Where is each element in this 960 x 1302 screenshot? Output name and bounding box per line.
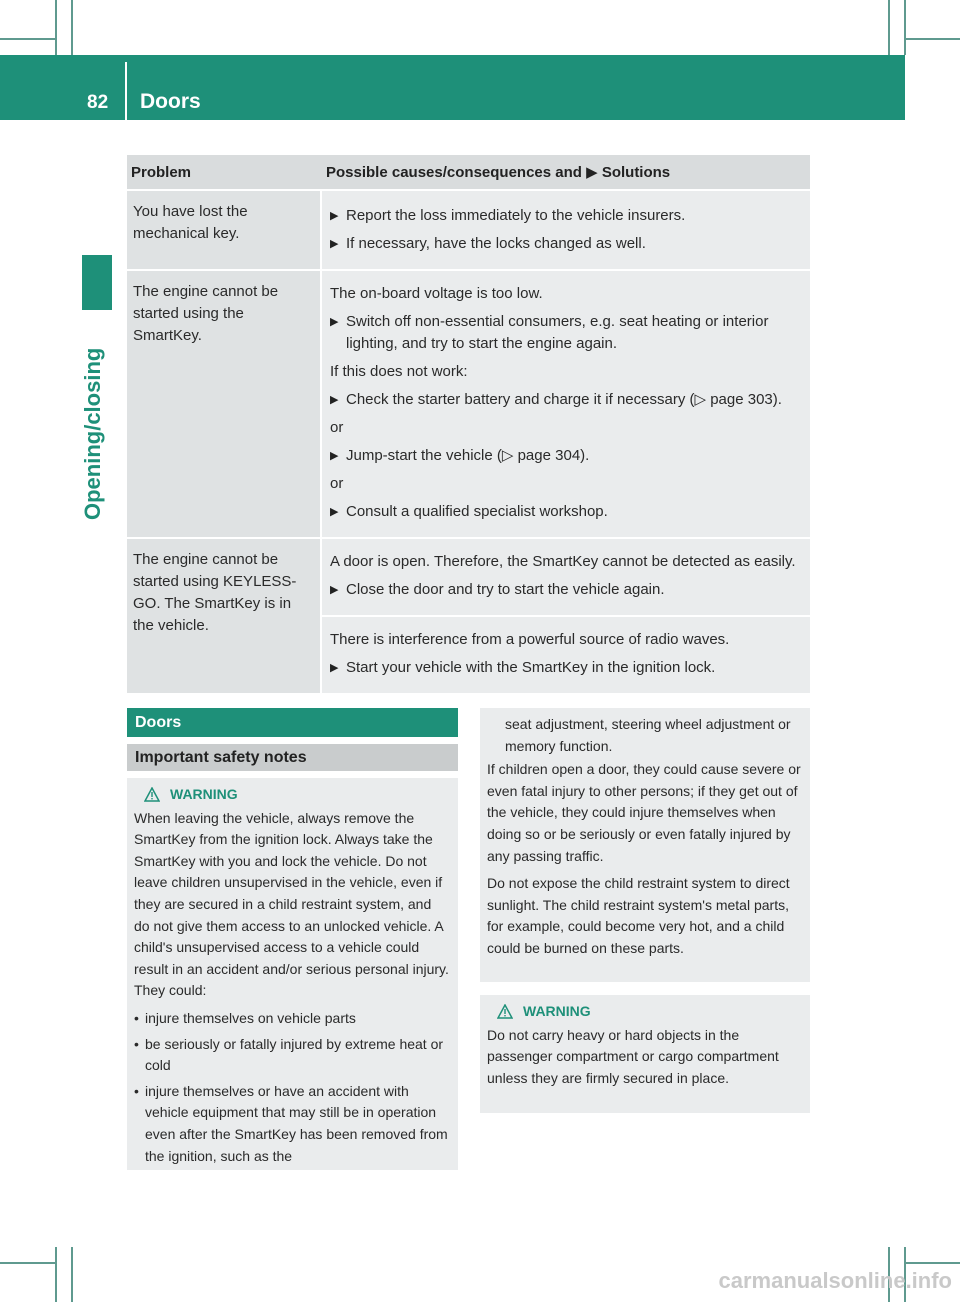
table-row (127, 269, 810, 537)
crop-mark (906, 1262, 960, 1264)
bullet-text: be seriously or fatally injured by extreme heat or cold (145, 1035, 444, 1074)
problem-cell: You have lost the mechanical key. (127, 191, 320, 269)
page-title: Doors (140, 90, 201, 113)
cause-text: The on-board voltage is too low. (330, 285, 543, 302)
page-number: 82 (87, 92, 109, 113)
bullet-text: injure themselves or have an accident with vehicle equipment that may still be in operation even after the SmartKey has been removed from the ignition, such as the (145, 1082, 448, 1164)
header-solutions: Possible causes/consequences and ▶ Solutions (326, 164, 671, 181)
cause-text: There is interference from a powerful source of radio waves. (330, 631, 730, 648)
warning-header (497, 1001, 802, 1023)
arrow-icon: ▶ (330, 662, 339, 674)
arrow-icon: ▶ (330, 584, 339, 596)
arrow-icon: ▶ (330, 394, 339, 406)
bullet-text: injure themselves on vehicle parts (145, 1009, 356, 1026)
bullet-icon: • (134, 1082, 139, 1099)
crop-mark (55, 0, 57, 55)
info-text: If this does not work: (330, 363, 468, 380)
warning-header (144, 784, 450, 806)
chapter-label: Opening/closing (80, 347, 105, 520)
crop-mark (906, 38, 960, 40)
arrow-icon: ▶ (330, 238, 339, 250)
solution-cell (322, 191, 810, 269)
step-text: Close the door and try to start the vehicle again. (346, 581, 665, 598)
bullet-icon: • (134, 1035, 139, 1052)
step-text: If necessary, have the locks changed as well. (346, 235, 646, 252)
warning-box-continued (480, 708, 810, 982)
troubleshooting-table (127, 155, 810, 693)
step-text: Start your vehicle with the SmartKey in the ignition lock. (346, 659, 716, 676)
arrow-icon: ▶ (330, 506, 339, 518)
crop-mark (0, 38, 55, 40)
crop-mark (71, 1247, 73, 1302)
subsection-heading (127, 744, 458, 771)
warning-text: When leaving the vehicle, always remove the SmartKey from the ignition lock. Always take the SmartKey with you and lock the vehicle. Do not leave children unsupervised in the vehicle, even if they are secured in a child restraint system, and do not give them access to an unlocked vehicle. A child's unsupervised access to a vehicle could result in an accident and/or serious personal injury. They could: (134, 809, 449, 999)
warning-text: Do not expose the child restraint system to direct sunlight. The child restraint system's metal parts, for example, could become very hot, and a child could be burned on these parts. (487, 875, 790, 956)
step-text: Report the loss immediately to the vehicle insurers. (346, 207, 686, 224)
or-text: or (330, 475, 344, 492)
crop-mark (888, 0, 890, 55)
page-header (0, 55, 905, 120)
or-text: or (330, 419, 344, 436)
solution-cell (322, 615, 810, 693)
crop-mark (55, 1247, 57, 1302)
section-title: Doors (135, 714, 182, 731)
bullet-icon: • (134, 1009, 139, 1026)
arrow-icon: ▶ (330, 450, 339, 462)
bullet-continuation: seat adjustment, steering wheel adjustment or memory function. (505, 716, 791, 754)
warning-box (127, 778, 458, 1170)
crop-mark (904, 0, 906, 55)
step-text: Switch off non-essential consumers, e.g. seat heating or interior lighting, and try to start the engine again. (346, 313, 769, 352)
warning-text: If children open a door, they could cause severe or even fatal injury to other persons; if they get out of the vehicle, they could injure themselves when doing so or be seriously or even fatally injured by any passing traffic. (487, 761, 801, 864)
cause-text: A door is open. Therefore, the SmartKey cannot be detected as easily. (330, 553, 796, 570)
step-text: Jump-start the vehicle (▷ page 304). (346, 447, 590, 464)
warning-box (480, 995, 810, 1113)
warning-triangle-icon (144, 787, 160, 802)
table-header (127, 155, 810, 189)
warning-text: Do not carry heavy or hard objects in the passenger compartment or cargo compartment unless they are firmly secured in place. (487, 1026, 779, 1086)
solution-cell (322, 539, 810, 615)
header-problem: Problem (131, 163, 192, 181)
watermark: carmanualsonline.info (718, 1268, 952, 1293)
table-row (127, 189, 810, 269)
step-text: Consult a qualified specialist workshop. (346, 503, 608, 520)
crop-mark (0, 1262, 55, 1264)
subsection-title: Important safety notes (135, 749, 307, 766)
solution-cell-group (322, 539, 810, 693)
arrow-icon: ▶ (330, 210, 339, 222)
warning-triangle-icon (497, 1004, 513, 1019)
section-heading (127, 708, 458, 737)
problem-cell: The engine cannot be started using the SmartKey. (127, 271, 320, 537)
step-text: Check the starter battery and charge it if necessary (▷ page 303). (346, 391, 782, 408)
problem-cell: The engine cannot be started using KEYLESS-GO. The SmartKey is in the vehicle. (127, 539, 320, 693)
table-row (127, 537, 810, 693)
crop-mark (71, 0, 73, 55)
solution-cell (322, 271, 810, 537)
warning-title: WARNING (523, 1003, 591, 1019)
header-divider (125, 62, 127, 120)
arrow-icon: ▶ (330, 316, 339, 328)
warning-title: WARNING (170, 786, 238, 802)
